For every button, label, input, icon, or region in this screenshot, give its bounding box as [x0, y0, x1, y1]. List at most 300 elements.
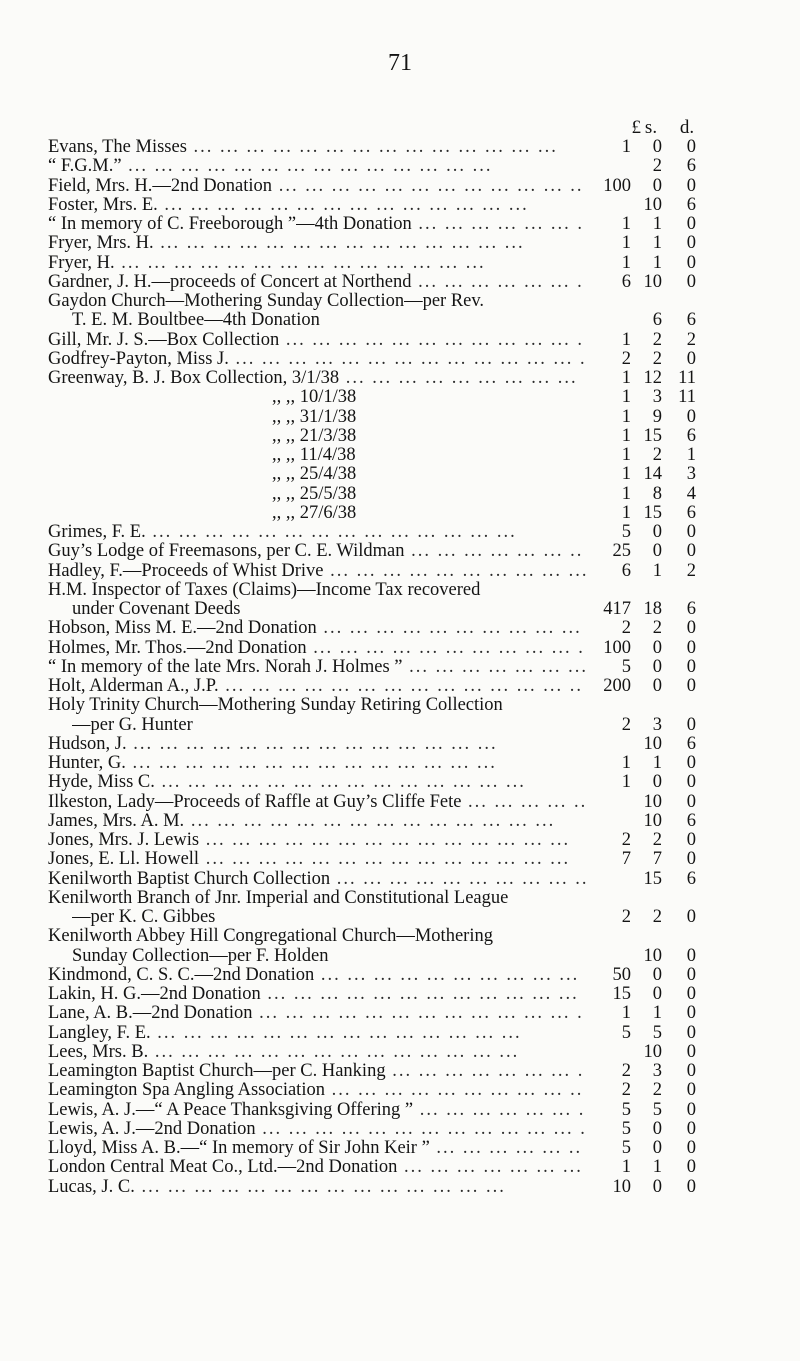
donor-text: Fryer, Mrs. H.	[48, 234, 154, 254]
pence-amount: 0	[686, 1080, 696, 1101]
shillings-amount: 2	[652, 329, 662, 350]
donor-label	[272, 408, 800, 427]
donation-row	[0, 658, 800, 677]
leader-dots: ... ... ... ... ... ... ... ... ... ... ... ... .	[255, 1119, 587, 1139]
pounds-amount: 1	[621, 464, 631, 485]
page-number: 71	[388, 50, 412, 76]
leader-dots: ... ... ... ... ... ... ... ... ... ... ... ... ... ...	[186, 138, 558, 157]
donation-row	[0, 677, 800, 696]
donor-text: ,, ,, 25/4/38	[272, 465, 357, 485]
shillings-amount: 0	[652, 541, 662, 562]
donor-text: Gaydon Church—Mothering Sunday Collection—per Rev.	[48, 292, 485, 311]
donation-row	[0, 157, 800, 176]
donor-text: Jones, E. Ll. Howell	[48, 850, 200, 870]
pence-amount: 0	[686, 656, 696, 677]
donor-text: Godfrey-Payton, Miss J.	[48, 349, 229, 369]
pounds-amount: 1	[621, 483, 631, 504]
shillings-amount: 10	[643, 945, 662, 966]
pence-amount: 1	[686, 445, 696, 465]
donor-text: London Central Meat Co., Ltd.—2nd Donation	[48, 1158, 398, 1178]
donation-row	[0, 908, 800, 927]
shillings-amount: 15	[643, 425, 662, 446]
donor-label	[48, 696, 588, 715]
pounds-amount: 5	[621, 1099, 631, 1120]
shillings-amount: 2	[652, 830, 662, 850]
shillings-amount: 1	[652, 252, 662, 273]
pence-amount: 0	[686, 1138, 696, 1158]
donation-row	[0, 754, 800, 773]
donor-text: ,, ,, 10/1/38	[272, 388, 357, 408]
donor-label	[48, 1081, 588, 1100]
pounds-amount: 2	[621, 830, 631, 850]
pence-amount: 0	[686, 348, 696, 369]
donor-label	[48, 658, 588, 677]
donation-row	[0, 966, 800, 985]
pounds-amount: 200	[603, 676, 631, 696]
donation-row	[0, 542, 800, 561]
pence-amount: 0	[686, 618, 696, 639]
leader-dots: ... ... ... ... ... ... ... ... ... ...	[316, 619, 582, 639]
pence-amount: 11	[678, 368, 696, 388]
leader-dots: ... ... ... ... ... ... ... ... ...	[339, 369, 578, 388]
shillings-amount: 5	[652, 1099, 662, 1120]
donor-label	[48, 619, 588, 638]
donation-row	[0, 735, 800, 754]
donor-label	[48, 157, 588, 176]
pence-amount: 0	[686, 984, 696, 1004]
pence-amount: 11	[678, 387, 696, 408]
leader-dots: ... ... ... ... ... ... ... ... ... ... ... ... ... ...	[154, 773, 526, 793]
donation-row	[0, 311, 800, 330]
donor-label	[272, 446, 800, 465]
leader-dots: ... ... ... ... ... ... ... ... ... ... ... ... ... ...	[121, 157, 493, 177]
donor-text: Hyde, Miss C.	[48, 773, 155, 793]
leader-dots: ... ... ... ... ... ... ..	[404, 542, 584, 562]
donor-label	[48, 234, 588, 253]
donor-text: Hobson, Miss M. E.—2nd Donation	[48, 619, 317, 639]
donor-text: Lewis, A. J.—2nd Donation	[48, 1119, 256, 1139]
leader-dots: ... ... ... ... ... ... ... ... ... ... ... ... ... ...	[145, 523, 517, 542]
donation-row	[0, 1004, 800, 1023]
donor-label	[48, 850, 588, 869]
shillings-amount: 1	[652, 1157, 662, 1178]
leader-dots: ... ... ... ... ... ... ... ... ... ... ... ... ... ...	[199, 831, 571, 850]
pounds-amount: 6	[621, 560, 631, 581]
donation-row	[0, 1081, 800, 1100]
pence-amount: 0	[686, 637, 696, 658]
leader-dots: ... ... ... ... ... ... ... ... ... ...	[314, 965, 580, 985]
donation-row	[0, 196, 800, 215]
donation-row	[0, 1158, 800, 1177]
shillings-amount: 1	[652, 233, 662, 254]
donor-text: ,, ,, 27/6/38	[272, 503, 357, 523]
leader-dots: ... ... ... ... ... ... ... ... ... ... ... ... ... ...	[114, 253, 486, 273]
shillings-amount: 2	[652, 618, 662, 639]
donation-row	[0, 619, 800, 638]
pence-amount: 0	[686, 1157, 696, 1178]
donor-text: Holy Trinity Church—Mothering Sunday Retiring Collection	[48, 696, 503, 716]
pounds-amount: 1	[621, 425, 631, 446]
pence-amount: 4	[686, 483, 696, 504]
donor-text: Lakin, H. G.—2nd Donation	[48, 985, 261, 1004]
shillings-amount: 7	[652, 849, 662, 870]
leader-dots: ... ... ... ... ... ... .	[411, 272, 584, 292]
pounds-amount: 1	[621, 753, 631, 773]
donor-text: Field, Mrs. H.—2nd Donation	[48, 176, 273, 196]
donation-row	[0, 485, 800, 504]
pounds-amount: 2	[621, 907, 631, 927]
donation-row	[0, 947, 800, 966]
pence-amount: 3	[686, 464, 696, 485]
donor-label	[272, 485, 800, 504]
pence-amount: 0	[686, 907, 696, 927]
pence-amount: 0	[686, 791, 696, 812]
donor-label	[48, 812, 588, 831]
donor-label	[48, 870, 588, 889]
donor-label	[48, 542, 588, 561]
donor-label	[48, 331, 588, 350]
donation-row	[0, 696, 800, 715]
donor-label	[48, 138, 588, 157]
donor-label	[48, 177, 588, 196]
donation-row	[0, 639, 800, 658]
pence-amount: 0	[686, 214, 696, 234]
donor-text: Kenilworth Baptist Church Collection	[48, 869, 331, 889]
pounds-amount: 2	[621, 1080, 631, 1101]
donation-row	[0, 985, 800, 1004]
donor-label	[48, 350, 588, 369]
pounds-amount: 1	[621, 502, 631, 523]
donation-row	[0, 581, 800, 600]
pounds-amount: 6	[621, 271, 631, 292]
donor-label	[48, 581, 588, 600]
donor-label	[48, 292, 588, 311]
pence-amount: 6	[686, 194, 696, 215]
donor-text: T. E. M. Boultbee—4th Donation	[72, 311, 320, 331]
donor-label	[48, 1139, 588, 1158]
pounds-amount: 1	[621, 233, 631, 254]
shillings-amount: 2	[652, 445, 662, 465]
shillings-amount: 0	[652, 772, 662, 793]
shillings-amount: 10	[643, 271, 662, 292]
donor-label	[72, 600, 612, 619]
pence-amount: 6	[686, 810, 696, 831]
donation-row	[0, 927, 800, 946]
donor-text: “ F.G.M.”	[48, 157, 122, 177]
donation-row	[0, 1024, 800, 1043]
pence-amount: 0	[686, 714, 696, 735]
pounds-amount: 10	[612, 1176, 631, 1197]
donor-text: ,, ,, 25/5/38	[272, 484, 357, 504]
pounds-amount: 1	[621, 1003, 631, 1024]
shillings-amount: 2	[652, 348, 662, 369]
shillings-amount: 1	[652, 214, 662, 234]
donor-label	[48, 639, 588, 658]
donor-label	[48, 754, 588, 773]
pounds-amount: 1	[621, 329, 631, 350]
pounds-amount: 1	[621, 368, 631, 388]
pounds-amount: 1	[621, 772, 631, 793]
pence-amount: 2	[686, 560, 696, 581]
pounds-amount: 5	[621, 1138, 631, 1158]
pounds-amount: 5	[621, 1118, 631, 1139]
donor-label	[48, 1024, 588, 1043]
pounds-amount: 5	[621, 522, 631, 542]
donation-row	[0, 234, 800, 253]
leader-dots: ... ... ... ... ... ... .	[411, 215, 585, 234]
shillings-amount: 5	[652, 1022, 662, 1043]
pounds-amount: 1	[621, 214, 631, 234]
pence-amount: 0	[686, 849, 696, 870]
donor-label	[272, 465, 800, 484]
donor-text: Greenway, B. J. Box Collection, 3/1/38	[48, 369, 340, 388]
leader-dots: ... ... ... ... ... ... ... ... ... ... ... ... ... ...	[157, 195, 529, 215]
pence-amount: 6	[686, 599, 696, 619]
pence-amount: 6	[686, 310, 696, 331]
donor-text: under Covenant Deeds	[72, 600, 241, 619]
leader-dots: ... ... ... ... ... ... ... ... ... ... ... ... ... ...	[153, 234, 525, 254]
shillings-amount: 0	[652, 984, 662, 1004]
leader-dots: ... ... ... ... ... ... ... ... ... ... ... ... ... ...	[134, 1177, 506, 1197]
leader-dots: ... ... ... ... ... ... ...	[402, 657, 588, 677]
pence-amount: 0	[686, 1176, 696, 1197]
donor-text: Lees, Mrs. B.	[48, 1042, 149, 1062]
donation-row	[0, 716, 800, 735]
pence-amount: 0	[686, 233, 696, 254]
donation-row	[0, 831, 800, 850]
donor-text: “ In memory of the late Mrs. Norah J. Holmes ”	[48, 657, 403, 677]
donation-row	[0, 350, 800, 369]
donor-text: James, Mrs. A. M.	[48, 811, 185, 831]
leader-dots: ... ... ... ... ... ... ... ... ... ... ... ... ... ...	[125, 754, 497, 773]
leader-dots: ... ... ... ... ... ... ... ... ... ... ... ... ... .	[228, 349, 587, 369]
donation-row	[0, 1139, 800, 1158]
leader-dots: ... ... ... ... ... ... ... ... ... ... ... ... ... ...	[184, 811, 556, 831]
pence-amount: 0	[686, 175, 696, 196]
leader-dots: ... ... ... ... ... ... ... ... ... ... ... .	[279, 330, 585, 350]
shillings-amount: 1	[652, 753, 662, 773]
pence-amount: 0	[686, 1022, 696, 1043]
donor-text: Kindmond, C. S. C.—2nd Donation	[48, 965, 315, 985]
donor-text: Guy’s Lodge of Freemasons, per C. E. Wildman	[48, 542, 405, 562]
donor-label	[48, 966, 588, 985]
donation-row	[0, 427, 800, 446]
shillings-amount: 2	[652, 156, 662, 177]
donor-label	[48, 927, 588, 946]
donor-label	[48, 1062, 588, 1081]
donation-row	[0, 273, 800, 292]
donor-label	[48, 562, 588, 581]
donor-text: ,, ,, 31/1/38	[272, 407, 357, 427]
leader-dots: ... ... ... ... ... ... ... ... ... ..	[324, 1081, 584, 1101]
donor-label	[48, 735, 588, 754]
shillings-amount: 8	[652, 483, 662, 504]
shillings-amount: 0	[652, 175, 662, 196]
donation-row	[0, 600, 800, 619]
donor-label	[272, 388, 800, 407]
donor-text: H.M. Inspector of Taxes (Claims)—Income Tax recovered	[48, 580, 481, 600]
leader-dots: ... ... ... ... ... ... ... ... ... ... ... ... ... ...	[199, 850, 571, 870]
shillings-amount: 3	[652, 387, 662, 408]
donation-row	[0, 388, 800, 407]
donation-row	[0, 889, 800, 908]
donor-text: Hunter, G.	[48, 754, 126, 773]
pounds-amount: 2	[621, 348, 631, 369]
donation-row	[0, 177, 800, 196]
donation-row	[0, 504, 800, 523]
pounds-amount: 2	[621, 1061, 631, 1081]
donor-label	[48, 1158, 588, 1177]
pounds-amount: 1	[621, 445, 631, 465]
donor-text: ,, ,, 21/3/38	[272, 426, 357, 446]
donor-label	[272, 427, 800, 446]
donor-label	[48, 1004, 588, 1023]
donor-label	[48, 677, 588, 696]
shillings-amount: 3	[652, 714, 662, 735]
pence-amount: 0	[686, 964, 696, 985]
pounds-amount: 100	[603, 175, 631, 196]
pence-amount: 0	[686, 1003, 696, 1024]
donor-text: Leamington Baptist Church—per C. Hanking	[48, 1062, 386, 1081]
donor-label	[48, 1101, 588, 1120]
shillings-amount: 15	[643, 502, 662, 523]
pence-column-header: d.	[679, 117, 695, 138]
donor-text: Hudson, J.	[48, 734, 127, 754]
shillings-amount: 9	[652, 406, 662, 427]
pence-amount: 0	[686, 830, 696, 850]
leader-dots: ... ... ... ... ... ... ... ... ... ...	[323, 561, 588, 581]
pence-amount: 0	[686, 1099, 696, 1120]
donor-text: Gill, Mr. J. S.—Box Collection	[48, 330, 280, 350]
pence-amount: 0	[686, 753, 696, 773]
leader-dots: ... ... ... ... ... ..	[429, 1139, 583, 1158]
shillings-amount: 0	[652, 676, 662, 696]
donation-row	[0, 562, 800, 581]
pence-amount: 6	[686, 156, 696, 177]
pounds-amount: 1	[621, 252, 631, 273]
donation-row	[0, 138, 800, 157]
donor-text: —per K. C. Gibbes	[72, 908, 216, 927]
shillings-amount: 0	[652, 637, 662, 658]
pounds-amount: 2	[621, 618, 631, 639]
pounds-amount: 1	[621, 406, 631, 427]
donation-row	[0, 1178, 800, 1197]
shillings-amount: 2	[652, 1080, 662, 1101]
pence-amount: 6	[686, 502, 696, 523]
shillings-amount: 12	[643, 368, 662, 388]
donation-row	[0, 1101, 800, 1120]
donor-text: “ In memory of C. Freeborough ”—4th Donation	[48, 215, 412, 234]
donation-row	[0, 215, 800, 234]
pounds-amount: 5	[621, 1022, 631, 1043]
donation-row	[0, 870, 800, 889]
shillings-amount: 2	[652, 907, 662, 927]
pounds-amount: 25	[612, 541, 631, 562]
leader-dots: ... ... ... ... ... ... ... ... ... ... .	[306, 638, 585, 658]
pence-amount: 0	[686, 137, 696, 157]
donation-row	[0, 850, 800, 869]
pounds-amount: 1	[621, 1157, 631, 1178]
donation-row	[0, 773, 800, 792]
pence-amount: 0	[686, 1041, 696, 1062]
donor-text: ,, ,, 11/4/38	[272, 446, 356, 465]
donor-label	[48, 1043, 588, 1062]
shillings-amount: 0	[652, 1118, 662, 1139]
donor-text: Gardner, J. H.—proceeds of Concert at Northend	[48, 272, 412, 292]
donor-text: Langley, F. E.	[48, 1023, 151, 1043]
donor-label	[72, 716, 612, 735]
donor-label	[48, 196, 588, 215]
donation-row	[0, 331, 800, 350]
donor-label	[72, 947, 612, 966]
leader-dots: ... ... ... ... ... ... ... .	[385, 1062, 585, 1081]
pounds-amount: 1	[621, 137, 631, 157]
donor-label	[48, 773, 588, 792]
donation-row	[0, 523, 800, 542]
donor-label	[48, 369, 588, 388]
shillings-amount: 15	[643, 868, 662, 889]
donor-label	[48, 1178, 588, 1197]
leader-dots: ... ... ... ... ..	[461, 792, 588, 812]
donor-label	[48, 831, 588, 850]
donor-text: Leamington Spa Angling Association	[48, 1081, 325, 1101]
leader-dots: ... ... ... ... ... ... ... ... ... ... ... ... ... ...	[150, 1023, 522, 1043]
donor-text: Lewis, A. J.—“ A Peace Thanksgiving Offering ”	[48, 1100, 414, 1120]
pence-amount: 0	[686, 541, 696, 562]
pence-amount: 0	[686, 1061, 696, 1081]
donation-row	[0, 292, 800, 311]
pounds-amount: 2	[621, 714, 631, 735]
donor-label	[48, 273, 588, 292]
donor-text: Lucas, J. C.	[48, 1177, 135, 1197]
shillings-amount: 10	[643, 1041, 662, 1062]
pence-amount: 0	[686, 252, 696, 273]
pence-amount: 6	[686, 868, 696, 889]
donor-label	[48, 889, 588, 908]
leader-dots: ... ... ... ... ... ... ...	[397, 1158, 583, 1178]
donation-row	[0, 465, 800, 484]
leader-dots: ... ... ... ... ... ... ... ... ... ... ... ... ... ...	[126, 734, 498, 754]
shillings-amount: 0	[652, 1138, 662, 1158]
donation-row	[0, 793, 800, 812]
pence-amount: 0	[686, 772, 696, 793]
donor-text: Jones, Mrs. J. Lewis	[48, 831, 200, 850]
leader-dots: ... ... ... ... ... ... ... ... ... ... ... ..	[272, 176, 584, 196]
donor-text: Kenilworth Branch of Jnr. Imperial and Constitutional League	[48, 888, 509, 908]
donor-label	[72, 311, 612, 330]
donation-row	[0, 446, 800, 465]
donor-text: Lane, A. B.—2nd Donation	[48, 1004, 253, 1024]
shillings-amount: 0	[652, 137, 662, 157]
donor-label	[48, 523, 588, 542]
shillings-amount: 1	[652, 560, 662, 581]
shillings-amount: 10	[643, 194, 662, 215]
donation-row	[0, 1062, 800, 1081]
donation-list	[0, 138, 800, 1197]
pounds-amount: 1	[621, 387, 631, 408]
pence-amount: 0	[686, 945, 696, 966]
leader-dots: ... ... ... ... ... ... .	[413, 1100, 586, 1120]
pence-amount: 0	[686, 271, 696, 292]
shillings-column-header: s.	[644, 117, 658, 138]
pence-amount: 0	[686, 522, 696, 542]
shillings-amount: 18	[643, 599, 662, 619]
pounds-amount: 417	[603, 599, 631, 619]
donor-label	[48, 793, 588, 812]
donation-row	[0, 1120, 800, 1139]
donor-label	[48, 215, 588, 234]
donor-text: Holmes, Mr. Thos.—2nd Donation	[48, 638, 307, 658]
